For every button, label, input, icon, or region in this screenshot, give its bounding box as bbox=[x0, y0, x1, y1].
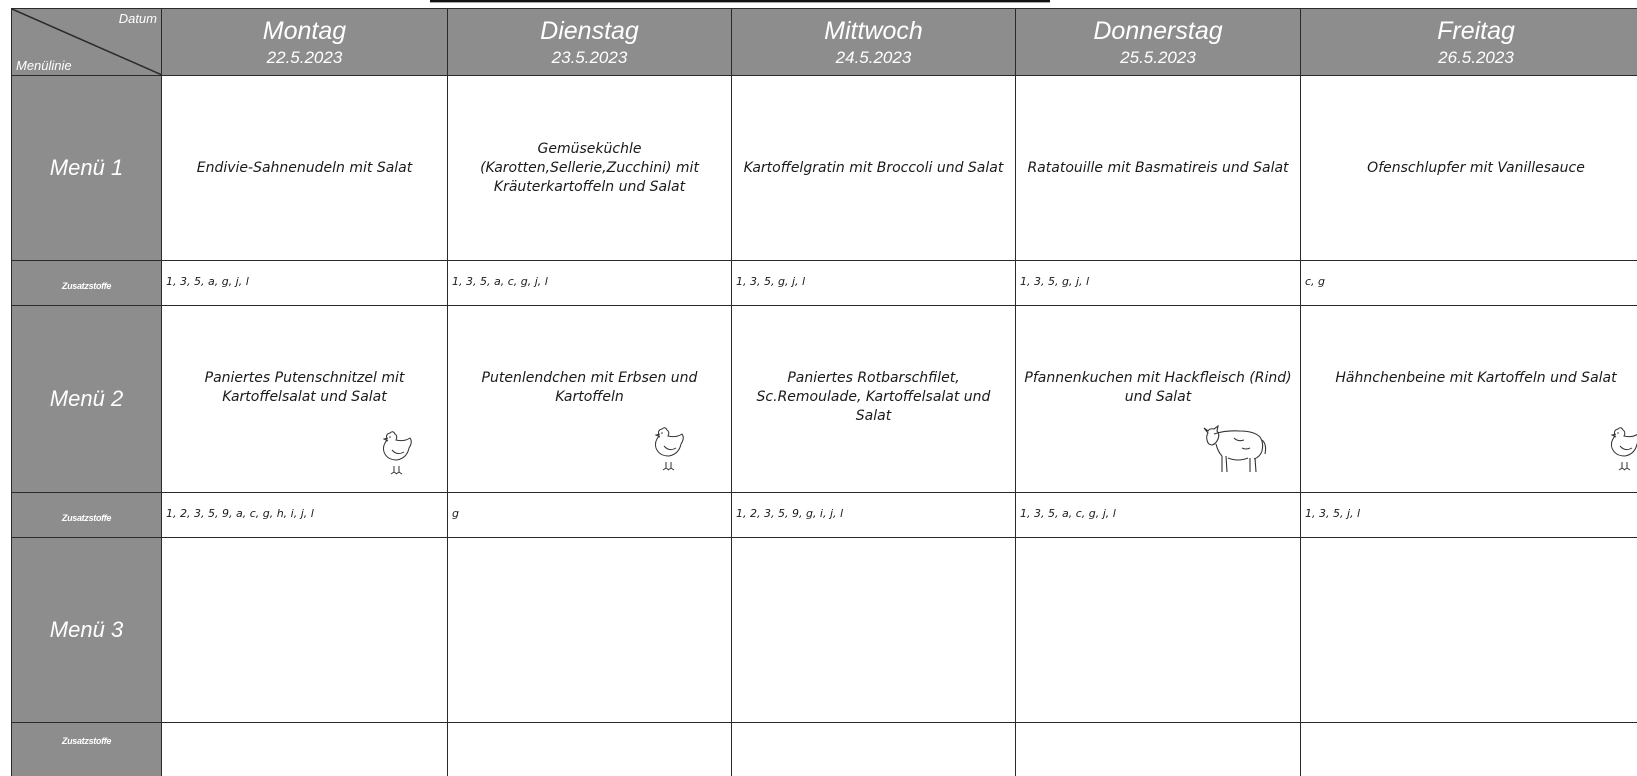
additives-cell bbox=[732, 493, 1016, 538]
day-date: 23.5.2023 bbox=[551, 48, 628, 67]
additives-label: Zusatzstoffe bbox=[61, 736, 112, 746]
meal-cell bbox=[448, 306, 732, 493]
additives-text bbox=[1016, 755, 1300, 758]
day-date: 24.5.2023 bbox=[835, 48, 912, 67]
menu1-additives-row bbox=[12, 261, 1637, 306]
additives-cell bbox=[162, 723, 448, 776]
day-name: Freitag bbox=[1437, 17, 1515, 45]
meal-cell bbox=[1301, 76, 1637, 261]
meal-text: Endivie-Sahnenudeln mit Salat bbox=[196, 159, 413, 176]
meal-cell bbox=[162, 538, 448, 723]
additives-text: 1, 3, 5, j, l bbox=[1305, 507, 1361, 520]
additives-text: 1, 2, 3, 5, 9, a, c, g, h, i, j, l bbox=[166, 507, 314, 520]
meal-cell bbox=[448, 538, 732, 723]
day-header-monday bbox=[162, 9, 448, 76]
meal-cell bbox=[732, 76, 1016, 261]
day-header-wednesday bbox=[732, 9, 1016, 76]
cow-icon bbox=[1198, 420, 1270, 480]
additives-text: 1, 3, 5, a, g, j, l bbox=[166, 275, 249, 288]
chicken-icon bbox=[377, 428, 417, 478]
day-name: Montag bbox=[262, 17, 347, 45]
menu3-label-cell bbox=[12, 538, 162, 723]
meal-cell bbox=[732, 538, 1016, 723]
additives-text bbox=[1301, 755, 1637, 758]
meal-text: Pfannenkuchen mit Hackfleisch (Rind) und Salat bbox=[1024, 370, 1292, 405]
meal-text: Hähnchenbeine mit Kartoffeln und Salat bbox=[1335, 370, 1617, 386]
meal-cell bbox=[1301, 538, 1637, 723]
additives-text: c, g bbox=[1305, 275, 1326, 288]
additives-cell bbox=[1301, 493, 1637, 538]
menu1-label-cell bbox=[12, 76, 162, 261]
additives-text bbox=[448, 755, 731, 758]
chicken-icon bbox=[649, 424, 689, 474]
additives-text: 1, 3, 5, a, c, g, j, l bbox=[1020, 507, 1116, 520]
meal-cell bbox=[162, 76, 448, 261]
meal-text: Kartoffelgratin mit Broccoli und Salat bbox=[743, 159, 1004, 176]
menulinie-label: Menülinie bbox=[16, 58, 72, 73]
meal-text: Paniertes Rotbarschfilet, Sc.Remoulade, Kartoffelsalat und Salat bbox=[756, 370, 991, 424]
additives-label-cell bbox=[12, 723, 162, 776]
additives-cell bbox=[732, 723, 1016, 776]
menu2-label-cell bbox=[12, 306, 162, 493]
additives-cell bbox=[1301, 261, 1637, 306]
meal-text: Paniertes Putenschnitzel mit Kartoffelsalat und Salat bbox=[204, 370, 405, 405]
meal-cell bbox=[1016, 306, 1301, 493]
corner-cell bbox=[12, 9, 162, 76]
menu2-additives-row bbox=[12, 493, 1637, 538]
additives-label-cell bbox=[12, 493, 162, 538]
day-date: 25.5.2023 bbox=[1120, 48, 1196, 67]
additives-label: Zusatzstoffe bbox=[61, 512, 112, 523]
menu2-meal-row bbox=[12, 306, 1637, 493]
day-name: Mittwoch bbox=[824, 17, 923, 45]
day-header-friday bbox=[1301, 9, 1637, 76]
additives-text bbox=[732, 755, 1015, 758]
datum-label: Datum bbox=[118, 11, 157, 26]
header-row bbox=[12, 9, 1637, 76]
day-name: Donnerstag bbox=[1093, 17, 1223, 45]
additives-text: 1, 3, 5, g, j, l bbox=[1020, 275, 1090, 288]
menu1-meal-row bbox=[12, 76, 1637, 261]
day-date: 22.5.2023 bbox=[266, 48, 343, 67]
day-header-tuesday bbox=[448, 9, 732, 76]
additives-text: g bbox=[452, 507, 459, 520]
additives-cell bbox=[732, 261, 1016, 306]
meal-cell bbox=[1016, 538, 1301, 723]
additives-label: Zusatzstoffe bbox=[61, 280, 112, 291]
additives-text: 1, 2, 3, 5, 9, g, i, j, l bbox=[736, 507, 844, 520]
additives-cell bbox=[448, 723, 732, 776]
additives-cell bbox=[1301, 723, 1637, 776]
day-name: Dienstag bbox=[540, 17, 639, 45]
additives-label-cell bbox=[12, 261, 162, 306]
additives-cell bbox=[448, 261, 732, 306]
additives-cell bbox=[1016, 261, 1301, 306]
additives-cell bbox=[162, 493, 448, 538]
additives-cell bbox=[1016, 493, 1301, 538]
meal-text: Gemüseküchle (Karotten,Sellerie,Zucchini) mit Kräuterkartoffeln und Salat bbox=[480, 140, 699, 195]
additives-text: 1, 3, 5, a, c, g, j, l bbox=[452, 275, 548, 288]
additives-text bbox=[162, 755, 447, 758]
menu3-meal-row bbox=[12, 538, 1637, 723]
additives-cell bbox=[162, 261, 448, 306]
additives-text: 1, 3, 5, g, j, l bbox=[736, 275, 806, 288]
menu-name: Menü 1 bbox=[49, 155, 124, 180]
menu-table bbox=[11, 8, 1637, 776]
additives-cell bbox=[1016, 723, 1301, 776]
meal-text: Ratatouille mit Basmatireis und Salat bbox=[1027, 159, 1289, 176]
meal-cell bbox=[732, 306, 1016, 493]
meal-text: Putenlendchen mit Erbsen und Kartoffeln bbox=[481, 370, 698, 405]
meal-cell bbox=[1016, 76, 1301, 261]
day-date: 26.5.2023 bbox=[1438, 48, 1514, 67]
additives-cell bbox=[448, 493, 732, 538]
meal-cell bbox=[1301, 306, 1637, 493]
menu-name: Menü 3 bbox=[49, 617, 124, 642]
meal-cell bbox=[448, 76, 732, 261]
meal-cell bbox=[162, 306, 448, 493]
menu-name: Menü 2 bbox=[49, 386, 124, 411]
cut-off-title bbox=[430, 0, 1050, 6]
day-header-thursday bbox=[1016, 9, 1301, 76]
meal-text: Ofenschlupfer mit Vanillesauce bbox=[1367, 159, 1585, 176]
menu3-additives-row bbox=[12, 723, 1637, 776]
chicken-icon bbox=[1605, 424, 1637, 474]
